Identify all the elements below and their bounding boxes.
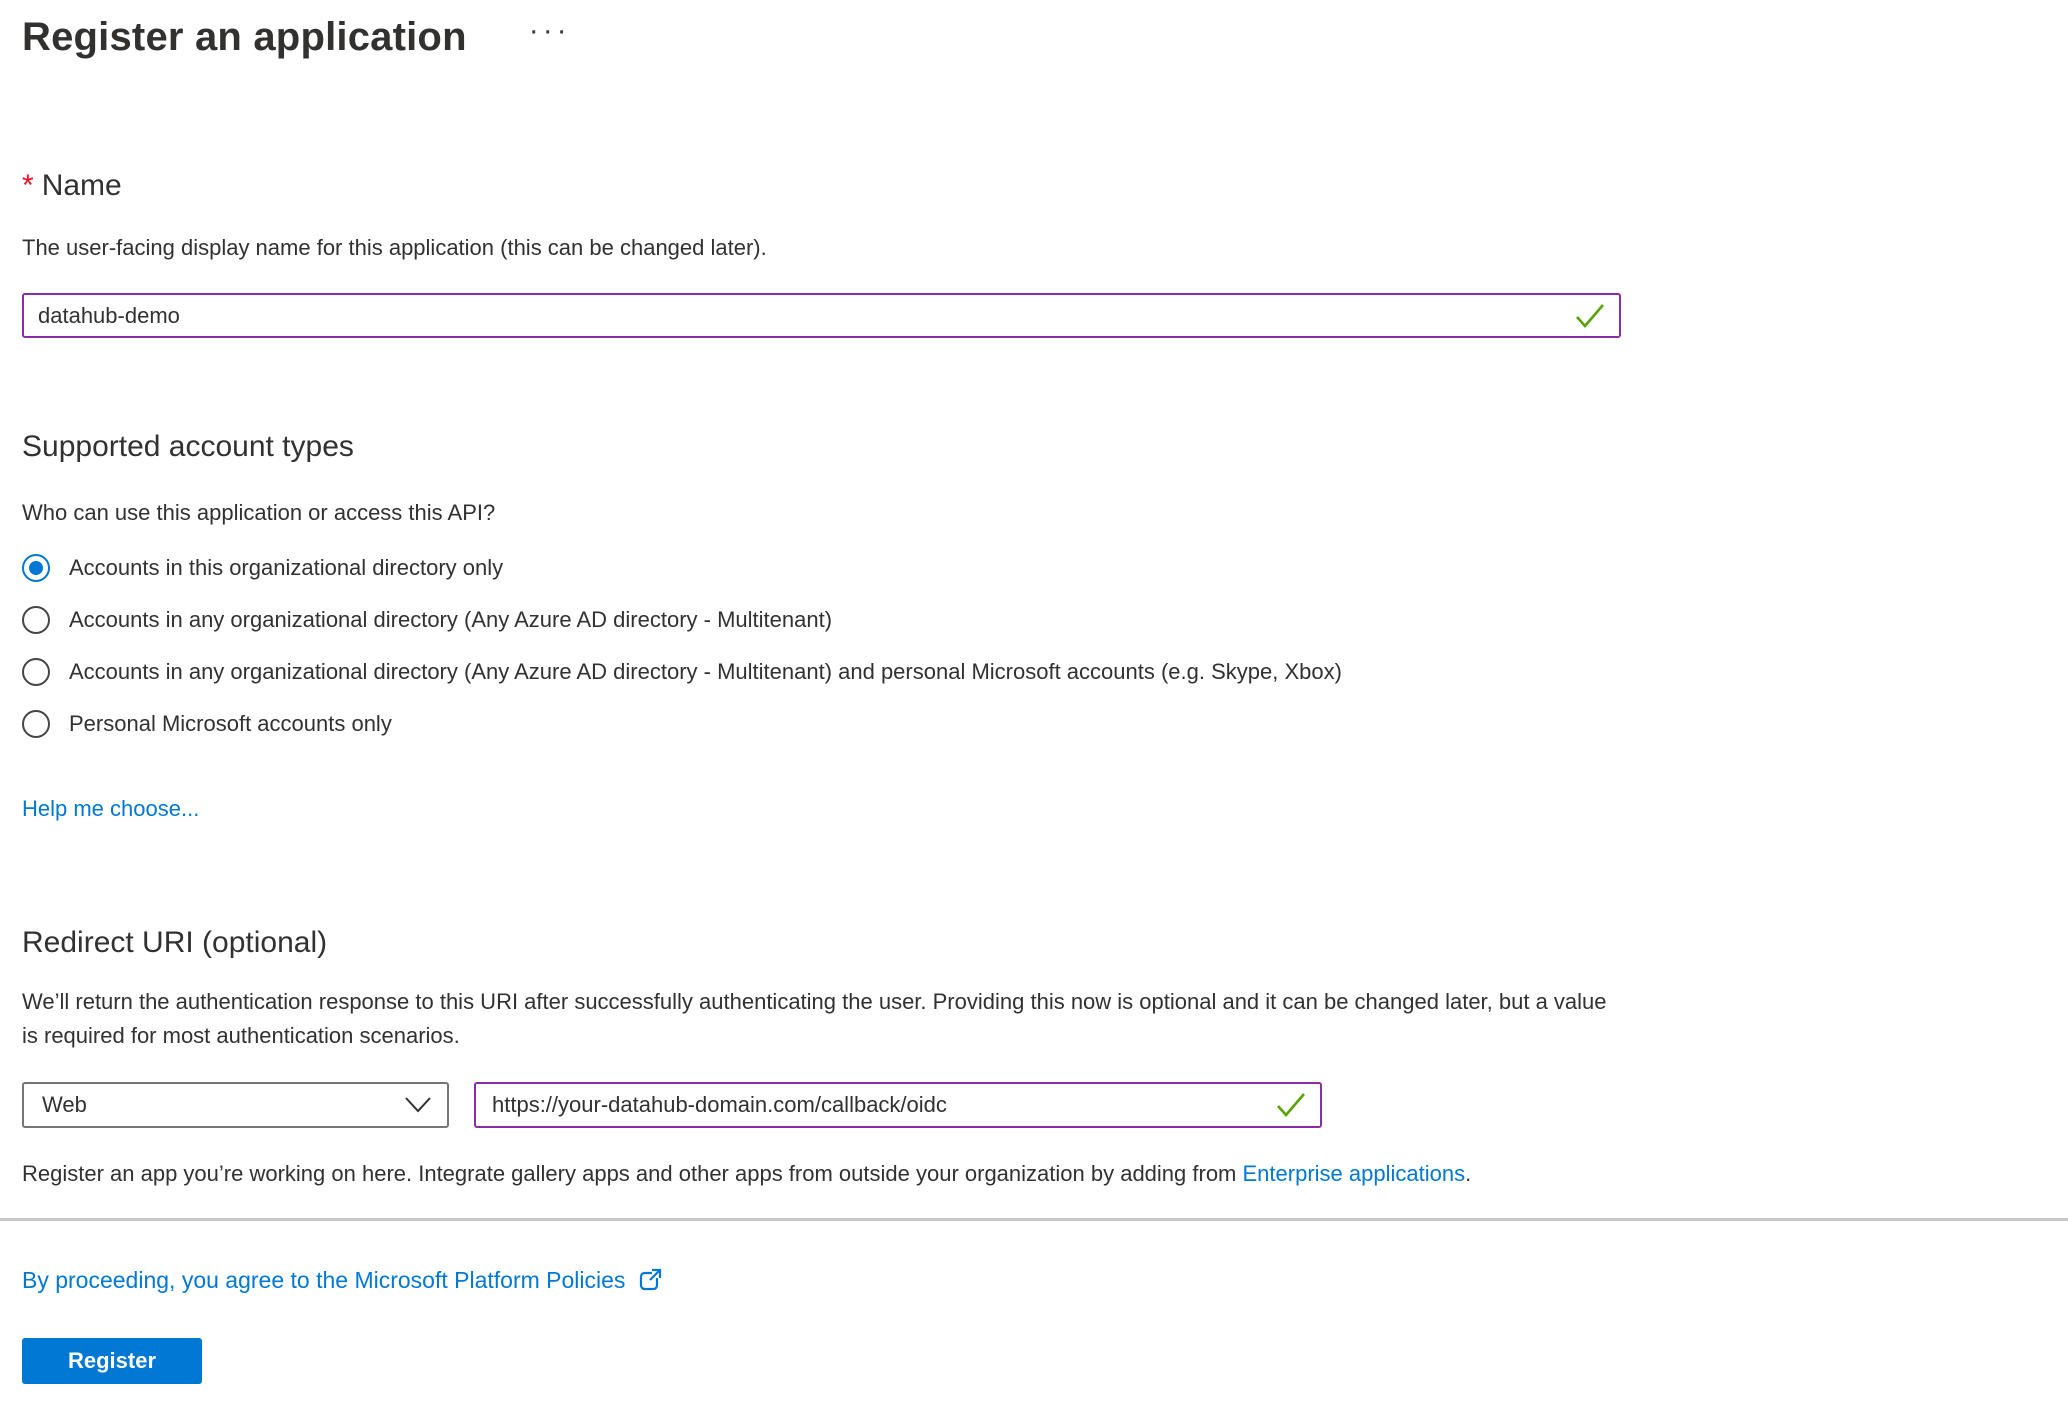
note-text: Register an app you’re working on here. Integrate gallery apps and other apps from outside your organization by adding from (22, 1161, 1243, 1186)
redirect-uri-input[interactable] (474, 1082, 1322, 1128)
enterprise-apps-note (22, 1160, 2046, 1188)
valid-check-icon (1575, 303, 1605, 329)
name-section-label (22, 168, 2046, 204)
radio-unselected-icon[interactable] (22, 710, 50, 738)
page-title: Register an application (22, 15, 467, 59)
radio-option-label: Personal Microsoft accounts only (69, 711, 392, 736)
account-types-radio-group (22, 553, 2046, 739)
external-link-icon (637, 1267, 663, 1293)
required-asterisk: * (22, 169, 34, 202)
app-name-input[interactable] (22, 293, 1621, 338)
note-text: . (1465, 1161, 1472, 1186)
radio-unselected-icon[interactable] (22, 606, 50, 634)
register-application-form (0, 12, 2068, 1188)
radio-option-any-org-and-personal[interactable] (22, 657, 2046, 687)
chevron-down-icon (405, 1097, 431, 1113)
account-types-question: Who can use this application or access this API? (22, 500, 496, 525)
more-options-icon[interactable]: ··· (528, 14, 571, 47)
platform-selected-value: Web (42, 1092, 87, 1117)
valid-check-icon (1276, 1092, 1306, 1118)
name-description: The user-facing display name for this application (this can be changed later). (22, 235, 767, 260)
page-header (22, 12, 2046, 62)
radio-option-label: Accounts in any organizational directory (Any Azure AD directory - Multitenant) (69, 607, 833, 632)
name-label-text: Name (41, 169, 122, 202)
help-me-choose-link[interactable]: Help me choose... (22, 796, 200, 821)
redirect-uri-input-container (474, 1082, 1322, 1128)
redirect-uri-inputs-row (22, 1082, 2046, 1128)
form-footer (0, 1221, 2068, 1384)
radio-selected-icon[interactable] (22, 554, 50, 582)
radio-option-label: Accounts in this organizational directory only (69, 555, 504, 580)
redirect-uri-heading: Redirect URI (optional) (22, 926, 328, 959)
radio-option-personal-only[interactable] (22, 709, 2046, 739)
radio-unselected-icon[interactable] (22, 658, 50, 686)
platform-policies-link-text: By proceeding, you agree to the Microsoft Platform Policies (22, 1267, 626, 1293)
account-types-heading: Supported account types (22, 430, 354, 463)
radio-option-this-org-only[interactable] (22, 553, 2046, 583)
platform-policies-link[interactable] (22, 1265, 663, 1295)
register-button[interactable]: Register (22, 1338, 202, 1384)
name-input-container (22, 293, 1621, 338)
enterprise-applications-link[interactable]: Enterprise applications (1242, 1161, 1466, 1186)
platform-select-dropdown[interactable] (22, 1082, 449, 1128)
redirect-uri-description: We’ll return the authentication response to this URI after successfully authenticating the user. Providing this now is optional and it can be changed later, but a value is required for most authentication scenarios. (22, 989, 1607, 1048)
radio-option-any-org[interactable] (22, 605, 2046, 635)
radio-option-label: Accounts in any organizational directory (Any Azure AD directory - Multitenant) and personal Microsoft accounts (e.g. Skype, Xbox) (69, 659, 1342, 684)
